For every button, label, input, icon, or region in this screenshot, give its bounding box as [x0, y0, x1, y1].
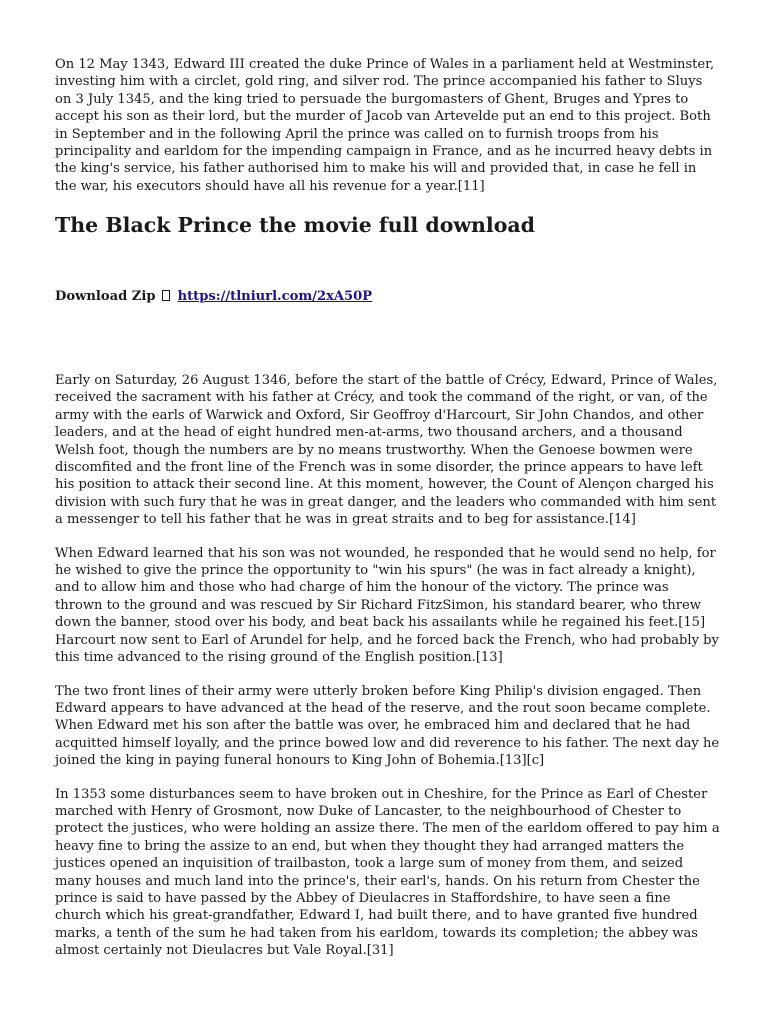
paragraph-spurs: When Edward learned that his son was not wounded, he responded that he would send no help, for he wished to give the prince the opportunity to "win his spurs" (he was in fact already a knight), and to allow him and those who had charge of him the honour of the victory. The prince was thrown to the ground and was rescued by Sir Richard FitzSimon, his standard bearer, who threw down the banner, stood over his body, and beat back his assailants while he regained his feet.[15] Harcourt now sent to Earl of Arundel for help, and he forced back the French, who had probably by this time advanced to the rising ground of the English position.[13]: [55, 545, 719, 666]
page-title: The Black Prince the movie full download: [55, 213, 535, 237]
intro-paragraph: On 12 May 1343, Edward III created the duke Prince of Wales in a parliament held at Westminster, investing him with a circlet, gold ring, and silver rod. The prince accompanied his father to Sluys on 3 July 1345, and the king tried to persuade the burgomasters of Ghent, Bruges and Ypres to accept his son as their lord, but the murder of Jacob van Artevelde put an end to this project. Both in September and in the following April the prince was called on to furnish troops from his principality and earldom for the impending campaign in France, and as he incurred heavy debts in the king's service, his father authorised him to make his will and provided that, in case he fell in the war, his executors should have all his revenue for a year.[11]: [55, 57, 715, 194]
download-link[interactable]: https://tlniurl.com/2xA50P: [177, 289, 373, 304]
paragraph-cheshire: In 1353 some disturbances seem to have broken out in Cheshire, for the Prince as Earl of Chester marched with Henry of Grosmont, now Duke of Lancaster, to the neighbourhood of Chester to protect the justices, who were holding an assize there. The men of the earldom offered to pay him a heavy fine to bring the assize to an end, but when they thought they had arranged matters the justices opened an inquisition of trailbaston, took a large sum of money from them, and seized many houses and much land into the prince's, their earl's, hands. On his return from Chester the prince is said to have passed by the Abbey of Dieulacres in Staffordshire, to have seen a fine church which his great-grandfather, Edward I, had built there, and to have granted five hundred marks, a tenth of the sum he had taken from his earldom, towards its completion; the abbey was almost certainly not Dieulacres but Vale Royal.[31]: [55, 786, 720, 959]
paragraph-crecy: Early on Saturday, 26 August 1346, before the start of the battle of Crécy, Edward, Prince of Wales, received the sacrament with his father at Crécy, and took the command of the right, or van, of the army with the earls of Warwick and Oxford, Sir Geoffroy d'Harcourt, Sir John Chandos, and other leaders, and at the head of eight hundred men-at-arms, two thousand archers, and a thousand Welsh foot, though the numbers are by no means trustworthy. When the Genoese bowmen were discomfited and the front line of the French was in some disorder, the prince appears to have left his position to attack their second line. At this moment, however, the Count of Alençon charged his division with such fury that he was in great danger, and the leaders who commanded with him sent a messenger to tell his father that he was in great straits and to beg for assistance.[14]: [55, 373, 718, 528]
document-page: [55, 56, 720, 959]
missing-glyph-icon: [162, 290, 170, 301]
download-label: Download Zip: [55, 289, 156, 304]
paragraph-front-lines: The two front lines of their army were utterly broken before King Philip's division engaged. Then Edward appears to have advanced at the head of the reserve, and the rout soon became complete. When Edward met his son after the battle was over, he embraced him and declared that he had acquitted himself loyally, and the prince bowed low and did reverence to his father. The next day he joined the king in paying funeral honours to King John of Bohemia.[13][c]: [55, 683, 720, 769]
download-line: [55, 288, 372, 305]
article-body: [55, 372, 720, 976]
